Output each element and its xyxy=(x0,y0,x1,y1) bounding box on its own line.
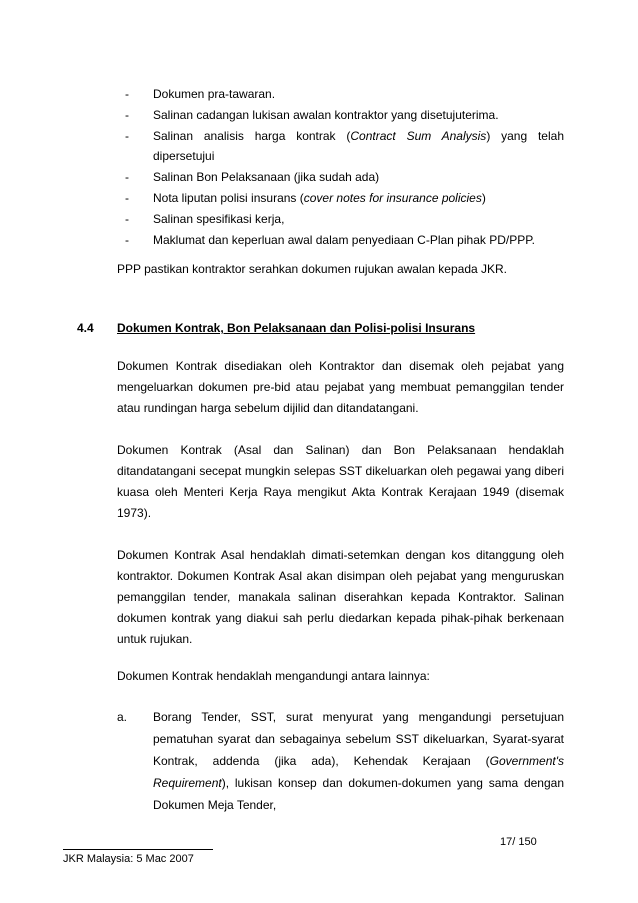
list-item xyxy=(117,105,564,125)
list-item xyxy=(117,209,564,229)
item-line: Borang Tender, SST, surat menyurat yang mengandungi persetujuan xyxy=(153,710,564,724)
item-body xyxy=(153,706,564,816)
paragraph-line: Dokumen Kontrak disediakan oleh Kontraktor dan disemak oleh pejabat yang xyxy=(117,359,564,373)
list-item-text-emphasis: cover notes for insurance policies xyxy=(303,191,482,205)
list-item xyxy=(117,84,564,104)
paragraph-line: Dokumen Kontrak hendaklah mengandungi antara lainnya: xyxy=(117,669,430,683)
bullet-dash: - xyxy=(125,170,129,184)
item-line xyxy=(153,750,564,772)
item-line-post: ), lukisan konsep dan dokumen-dokumen yang sama dengan xyxy=(221,776,564,790)
footer-divider xyxy=(63,849,213,850)
page-number: 17/ 150 xyxy=(500,836,537,848)
list-item-text-emphasis: Contract Sum Analysis xyxy=(350,129,487,143)
item-line-emphasis: Requirement xyxy=(153,776,222,790)
list-item-text: Dokumen pra-tawaran. xyxy=(153,87,276,101)
list-item-continuation: dipersetujui xyxy=(153,149,215,163)
list-item-text: Salinan cadangan lukisan awalan kontraktor yang disetujuterima. xyxy=(153,108,499,122)
paragraph-line: 1973). xyxy=(117,506,152,520)
section-number: 4.4 xyxy=(77,321,94,335)
paragraph-2 xyxy=(117,440,564,524)
item-line-emphasis: Government's xyxy=(489,754,564,768)
footer-text: JKR Malaysia: 5 Mac 2007 xyxy=(63,853,194,865)
list-item-text-post: ) xyxy=(481,191,486,205)
paragraph-3 xyxy=(117,545,564,650)
list-item-text: Salinan Bon Pelaksanaan (jika sudah ada) xyxy=(153,170,380,184)
bullet-dash: - xyxy=(125,212,129,226)
list-item xyxy=(117,188,564,208)
bullet-dash: - xyxy=(125,87,129,101)
list-item xyxy=(117,126,564,166)
paragraph-line: mengeluarkan dokumen pre-bid atau pejabat yang membuat pemanggilan tender xyxy=(117,380,564,394)
list-item-text-pre: Salinan analisis harga kontrak ( xyxy=(153,129,351,143)
list-item-text: Maklumat dan keperluan awal dalam penyediaan C-Plan pihak PD/PPP. xyxy=(153,233,536,247)
paragraph-line: kontraktor. Dokumen Kontrak Asal akan disimpan oleh pejabat yang menguruskan xyxy=(117,569,564,583)
paragraph-line: kuasa oleh Menteri Kerja Raya mengikut Akta Kontrak Kerajaan 1949 (disemak xyxy=(117,485,564,499)
paragraph-line: untuk rujukan. xyxy=(117,632,193,646)
list-item-text xyxy=(153,188,564,208)
paragraph-line: pemanggilan tender, manakala salinan diserahkan kepada Kontraktor. Salinan xyxy=(117,590,564,604)
list-item-text xyxy=(153,126,564,166)
paragraph-4 xyxy=(117,666,564,687)
document-list xyxy=(117,84,564,251)
item-label: a. xyxy=(117,710,128,724)
paragraph-line: Dokumen Kontrak (Asal dan Salinan) dan Bon Pelaksanaan hendaklah xyxy=(117,443,564,457)
bullet-dash: - xyxy=(125,129,129,143)
item-line: Dokumen Meja Tender, xyxy=(153,798,277,812)
bullet-dash: - xyxy=(125,108,129,122)
paragraph-line: dokumen kontrak yang diakui sah perlu diedarkan kepada pihak-pihak berkenaan xyxy=(117,611,564,625)
list-item-a xyxy=(117,706,564,816)
paragraph-1 xyxy=(117,356,564,419)
paragraph-line: PPP pastikan kontraktor serahkan dokumen rujukan awalan kepada JKR. xyxy=(117,262,508,276)
item-line xyxy=(153,772,564,794)
bullet-dash: - xyxy=(125,191,129,205)
list-item-text: Salinan spesifikasi kerja, xyxy=(153,212,285,226)
paragraph-line: atau rundingan harga sebelum dijilid dan ditandatangani. xyxy=(117,401,419,415)
paragraph-line: Dokumen Kontrak Asal hendaklah dimati-setemkan dengan kos ditanggung oleh xyxy=(117,548,564,562)
section-title: Dokumen Kontrak, Bon Pelaksanaan dan Polisi-polisi Insurans xyxy=(117,321,476,335)
item-line-pre: Kontrak, addenda (jika ada), Kehendak Kerajaan ( xyxy=(153,754,490,768)
bullet-dash: - xyxy=(125,233,129,247)
list-item xyxy=(117,230,564,250)
list-item-text-post: ) yang telah xyxy=(486,129,564,143)
paragraph-ppp xyxy=(117,259,564,280)
list-item-text-pre: Nota liputan polisi insurans ( xyxy=(153,191,304,205)
list-item xyxy=(117,167,564,187)
item-line: pematuhan syarat dan sebagainya sebelum SST dikeluarkan, Syarat-syarat xyxy=(153,732,564,746)
paragraph-line: ditandatangani secepat mungkin selepas SST dikeluarkan oleh pegawai yang diberi xyxy=(117,464,564,478)
